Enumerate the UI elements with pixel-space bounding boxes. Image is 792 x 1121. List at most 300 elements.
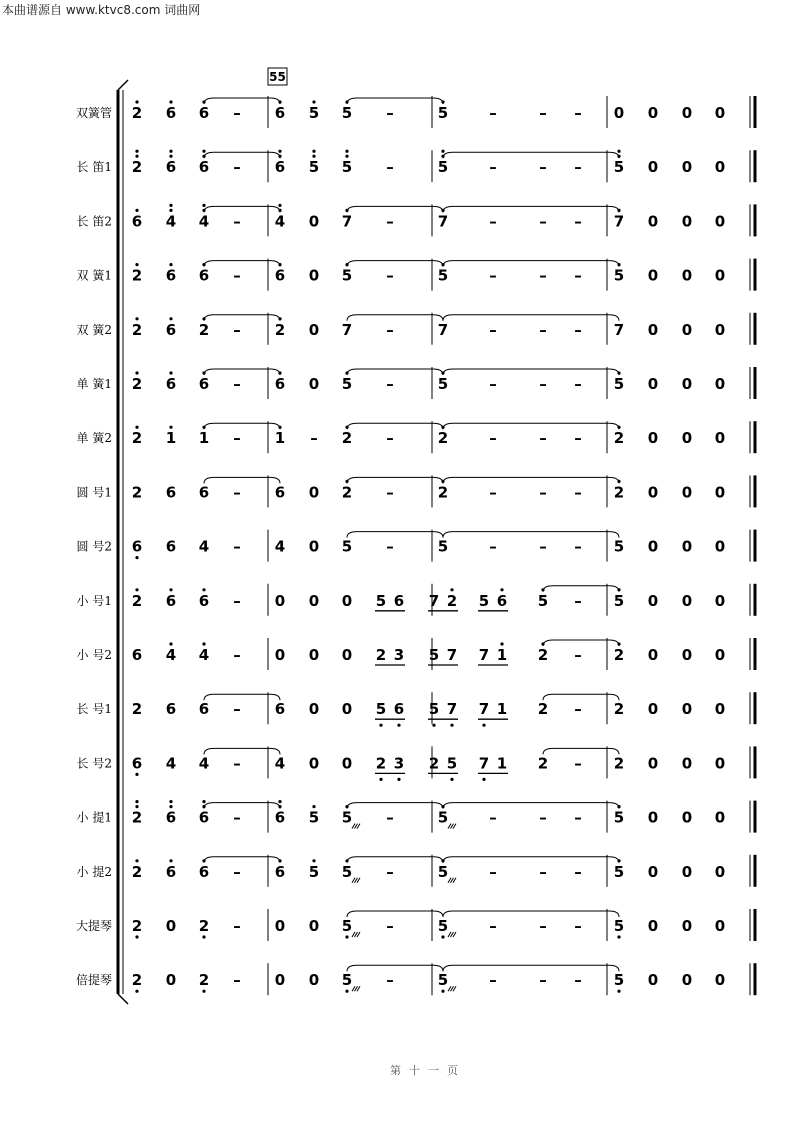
octave-dot xyxy=(135,859,138,862)
note: 5 xyxy=(308,808,320,827)
octave-dot xyxy=(500,642,503,645)
note: 7 xyxy=(437,212,449,231)
octave-dot xyxy=(312,150,315,153)
octave-dot xyxy=(202,990,205,993)
dash: – xyxy=(233,971,241,990)
note: 7 xyxy=(613,212,625,231)
note: 0 xyxy=(341,591,353,610)
note: 1 xyxy=(496,754,508,773)
note: 2 xyxy=(437,483,449,502)
note: 6 xyxy=(198,862,210,881)
instrument-label: 双 簧1 xyxy=(76,268,112,283)
octave-dot xyxy=(617,150,620,153)
dash: – xyxy=(574,862,582,881)
octave-dot xyxy=(397,778,400,781)
note: 0 xyxy=(274,971,286,990)
tie-slur xyxy=(204,206,280,212)
note: 5 xyxy=(375,700,387,719)
note: 5 xyxy=(613,591,625,610)
instrument-label: 小 提2 xyxy=(76,864,112,879)
dash: – xyxy=(574,483,582,502)
octave-dot xyxy=(135,371,138,374)
dash: – xyxy=(489,537,497,556)
octave-dot xyxy=(135,935,138,938)
dash: – xyxy=(574,646,582,664)
note: 6 xyxy=(274,483,286,502)
note: 0 xyxy=(681,266,693,285)
note: 0 xyxy=(714,808,726,827)
note: 5 xyxy=(341,917,353,935)
note: 0 xyxy=(308,212,320,231)
octave-dot xyxy=(135,800,138,803)
dash: – xyxy=(539,158,547,177)
octave-dot xyxy=(169,800,172,803)
dash: – xyxy=(539,266,547,285)
dash: – xyxy=(539,917,547,935)
tie-slur xyxy=(204,694,280,700)
tie-slur xyxy=(347,532,443,538)
note: 5 xyxy=(437,808,449,827)
note: 5 xyxy=(375,591,387,610)
dash: – xyxy=(386,429,394,448)
octave-dot xyxy=(278,150,281,153)
tie-slur xyxy=(443,965,619,971)
dash: – xyxy=(539,429,547,448)
dash: – xyxy=(233,591,241,610)
octave-dot xyxy=(345,935,348,938)
note: 1 xyxy=(198,429,210,448)
note: 6 xyxy=(274,104,286,122)
tie-slur xyxy=(347,477,443,483)
note: 0 xyxy=(613,104,625,122)
note: 0 xyxy=(647,104,659,122)
note: 0 xyxy=(274,591,286,610)
note: 6 xyxy=(393,700,405,719)
note: 0 xyxy=(647,158,659,177)
note: 0 xyxy=(681,320,693,339)
note: 0 xyxy=(308,591,320,610)
staff-row xyxy=(76,96,755,128)
note: 6 xyxy=(165,591,177,610)
note: 6 xyxy=(165,266,177,285)
tie-slur xyxy=(204,261,280,267)
note: 5 xyxy=(437,537,449,556)
note: 5 xyxy=(446,754,458,773)
note: 5 xyxy=(341,971,353,990)
note: 5 xyxy=(613,808,625,827)
tie-slur xyxy=(204,803,280,809)
note: 2 xyxy=(375,646,387,664)
octave-dot xyxy=(169,805,172,808)
dash: – xyxy=(386,971,394,990)
dash: – xyxy=(574,754,582,773)
instrument-label: 小 号1 xyxy=(76,593,112,608)
octave-dot xyxy=(312,805,315,808)
dash: – xyxy=(233,429,241,448)
note: 6 xyxy=(274,375,286,393)
note: 5 xyxy=(308,158,320,177)
dash: – xyxy=(233,700,241,719)
note: 5 xyxy=(613,266,625,285)
tie-slur xyxy=(443,261,619,267)
dash: – xyxy=(489,971,497,990)
note: 0 xyxy=(647,808,659,827)
octave-dot xyxy=(169,371,172,374)
note: 6 xyxy=(198,158,210,177)
note: 6 xyxy=(274,700,286,719)
note: 7 xyxy=(446,700,458,719)
dash: – xyxy=(539,320,547,339)
note: 4 xyxy=(198,537,210,556)
instrument-label: 倍提琴 xyxy=(75,973,112,988)
note: 0 xyxy=(681,808,693,827)
note: 6 xyxy=(198,591,210,610)
instrument-label: 长 笛1 xyxy=(76,160,112,175)
note: 5 xyxy=(341,537,353,556)
note: 2 xyxy=(537,700,549,719)
note: 0 xyxy=(714,591,726,610)
note: 0 xyxy=(308,754,320,773)
dash: – xyxy=(386,104,394,122)
octave-dot xyxy=(397,724,400,727)
dash: – xyxy=(539,808,547,827)
octave-dot xyxy=(482,724,485,727)
note: 2 xyxy=(274,320,286,339)
octave-dot xyxy=(450,778,453,781)
octave-dot xyxy=(169,155,172,158)
note: 1 xyxy=(496,646,508,664)
note: 6 xyxy=(274,808,286,827)
note: 7 xyxy=(341,212,353,231)
note: 5 xyxy=(437,917,449,935)
staff-row xyxy=(77,638,755,670)
dash: – xyxy=(386,537,394,556)
dash: – xyxy=(489,104,497,122)
dash: – xyxy=(489,917,497,935)
octave-dot xyxy=(135,317,138,320)
note: 0 xyxy=(681,591,693,610)
note: 4 xyxy=(165,754,177,773)
note: 0 xyxy=(681,158,693,177)
note: 0 xyxy=(681,212,693,231)
tie-slur xyxy=(347,315,443,321)
note: 0 xyxy=(681,917,693,935)
staff-row xyxy=(77,530,755,562)
note: 0 xyxy=(308,320,320,339)
octave-dot xyxy=(135,100,138,103)
tie-slur xyxy=(204,477,280,483)
note: 2 xyxy=(131,429,143,448)
note: 6 xyxy=(131,212,143,231)
note: 6 xyxy=(165,862,177,881)
note: 6 xyxy=(165,375,177,393)
octave-dot xyxy=(135,263,138,266)
note: 0 xyxy=(681,104,693,122)
note: 2 xyxy=(131,104,143,122)
note: 0 xyxy=(647,320,659,339)
instrument-label: 圆 号2 xyxy=(76,539,112,554)
dash: – xyxy=(574,917,582,935)
note: 6 xyxy=(198,700,210,719)
octave-dot xyxy=(441,935,444,938)
note: 6 xyxy=(165,700,177,719)
note: 6 xyxy=(274,862,286,881)
octave-dot xyxy=(135,805,138,808)
note: 4 xyxy=(198,212,210,231)
note: 4 xyxy=(198,754,210,773)
note: 6 xyxy=(198,104,210,122)
note: 5 xyxy=(437,104,449,122)
tie-slur xyxy=(443,803,619,809)
note: 4 xyxy=(274,754,286,773)
note: 0 xyxy=(714,917,726,935)
note: 2 xyxy=(131,483,143,502)
instrument-label: 长 笛2 xyxy=(76,214,112,229)
note: 0 xyxy=(714,212,726,231)
staff-row xyxy=(77,584,755,616)
dash: – xyxy=(233,266,241,285)
note: 0 xyxy=(647,537,659,556)
note: 2 xyxy=(131,158,143,177)
dash: – xyxy=(386,862,394,881)
note: 2 xyxy=(341,483,353,502)
octave-dot xyxy=(202,588,205,591)
note: 5 xyxy=(613,375,625,393)
octave-dot xyxy=(312,155,315,158)
note: 0 xyxy=(714,375,726,393)
staff-row xyxy=(77,800,755,833)
note: 2 xyxy=(131,266,143,285)
note: 0 xyxy=(341,646,353,664)
staff-row xyxy=(77,475,755,507)
note: 0 xyxy=(341,754,353,773)
note: 2 xyxy=(375,754,387,773)
octave-dot xyxy=(450,724,453,727)
note: 0 xyxy=(681,375,693,393)
dash: – xyxy=(574,537,582,556)
staff-row xyxy=(77,150,755,183)
note: 4 xyxy=(198,646,210,664)
note: 6 xyxy=(131,646,143,664)
note: 2 xyxy=(131,862,143,881)
note: 0 xyxy=(714,971,726,990)
dash: – xyxy=(574,808,582,827)
instrument-label: 长 号1 xyxy=(76,702,112,717)
note: 2 xyxy=(131,591,143,610)
octave-dot xyxy=(345,150,348,153)
note: 7 xyxy=(446,646,458,664)
note: 0 xyxy=(681,700,693,719)
note: 5 xyxy=(341,158,353,177)
dash: – xyxy=(233,104,241,122)
octave-dot xyxy=(135,155,138,158)
dash: – xyxy=(574,375,582,393)
note: 3 xyxy=(393,646,405,664)
note: 0 xyxy=(647,375,659,393)
octave-dot xyxy=(169,209,172,212)
note: 5 xyxy=(478,591,490,610)
tie-slur xyxy=(204,152,280,158)
note: 0 xyxy=(714,104,726,122)
dash: – xyxy=(489,375,497,393)
octave-dot xyxy=(345,155,348,158)
note: 0 xyxy=(274,646,286,664)
tie-slur xyxy=(347,369,443,375)
octave-dot xyxy=(617,990,620,993)
dash: – xyxy=(386,212,394,231)
octave-dot xyxy=(135,990,138,993)
note: 0 xyxy=(308,375,320,393)
note: 5 xyxy=(308,104,320,122)
note: 6 xyxy=(393,591,405,610)
note: 0 xyxy=(274,917,286,935)
dash: – xyxy=(539,862,547,881)
dash: – xyxy=(233,808,241,827)
dash: – xyxy=(233,320,241,339)
octave-dot xyxy=(312,100,315,103)
tie-slur xyxy=(347,206,443,212)
tie-slur xyxy=(347,911,443,917)
dash: – xyxy=(574,591,582,610)
note: 2 xyxy=(131,320,143,339)
tie-slur xyxy=(347,965,443,971)
note: 7 xyxy=(437,320,449,339)
note: 6 xyxy=(198,483,210,502)
instrument-label: 小 号2 xyxy=(76,648,112,662)
note: 6 xyxy=(165,104,177,122)
instrument-label: 双 簧2 xyxy=(76,322,112,337)
note: 5 xyxy=(428,646,440,664)
octave-dot xyxy=(169,317,172,320)
staff-row xyxy=(77,259,755,291)
note: 0 xyxy=(308,700,320,719)
dash: – xyxy=(539,212,547,231)
note: 2 xyxy=(198,971,210,990)
tie-slur xyxy=(443,532,619,538)
note: 0 xyxy=(714,537,726,556)
note: 0 xyxy=(714,646,726,664)
note: 6 xyxy=(274,266,286,285)
note: 6 xyxy=(131,537,143,556)
note: 2 xyxy=(131,971,143,990)
note: 2 xyxy=(198,320,210,339)
tie-slur xyxy=(443,477,619,483)
octave-dot xyxy=(379,778,382,781)
dash: – xyxy=(233,158,241,177)
instrument-label: 小 提1 xyxy=(76,810,112,825)
octave-dot xyxy=(202,204,205,207)
instrument-label: 长 号2 xyxy=(76,756,112,771)
note: 6 xyxy=(165,158,177,177)
dash: – xyxy=(386,320,394,339)
dash: – xyxy=(574,212,582,231)
staff-row xyxy=(77,313,755,345)
octave-dot xyxy=(135,426,138,429)
note: 5 xyxy=(537,591,549,610)
octave-dot xyxy=(169,426,172,429)
note: 0 xyxy=(681,646,693,664)
dash: – xyxy=(233,375,241,393)
dash: – xyxy=(489,266,497,285)
tie-slur xyxy=(204,748,280,754)
instrument-label: 单 簧2 xyxy=(76,431,112,446)
note: 5 xyxy=(613,917,625,935)
octave-dot xyxy=(169,150,172,153)
dash: – xyxy=(539,537,547,556)
staff-row xyxy=(77,367,755,399)
note: 5 xyxy=(428,700,440,719)
octave-dot xyxy=(312,859,315,862)
note: 0 xyxy=(165,917,177,935)
note: 6 xyxy=(198,375,210,393)
note: 2 xyxy=(428,754,440,773)
staff-row xyxy=(77,692,755,727)
note: 5 xyxy=(308,862,320,881)
note: 5 xyxy=(341,375,353,393)
note: 2 xyxy=(537,646,549,664)
dash: – xyxy=(574,104,582,122)
note: 0 xyxy=(714,320,726,339)
note: 0 xyxy=(681,429,693,448)
rehearsal-mark-number: 55 xyxy=(269,70,286,84)
instrument-label: 大提琴 xyxy=(75,919,112,933)
dash: – xyxy=(574,158,582,177)
tie-slur xyxy=(347,98,443,104)
tie-slur xyxy=(347,423,443,429)
tie-slur xyxy=(443,206,619,212)
octave-dot xyxy=(135,209,138,212)
dash: – xyxy=(386,375,394,393)
tie-slur xyxy=(347,857,443,863)
octave-dot xyxy=(135,588,138,591)
octave-dot xyxy=(202,150,205,153)
note: 0 xyxy=(165,971,177,990)
note: 2 xyxy=(437,429,449,448)
note: 0 xyxy=(714,483,726,502)
note: 2 xyxy=(446,591,458,610)
octave-dot xyxy=(432,724,435,727)
note: 2 xyxy=(537,754,549,773)
note: 1 xyxy=(496,700,508,719)
note: 2 xyxy=(613,429,625,448)
note: 5 xyxy=(613,862,625,881)
staff-row xyxy=(77,421,755,453)
note: 0 xyxy=(681,754,693,773)
dash: – xyxy=(489,158,497,177)
octave-dot xyxy=(135,773,138,776)
note: 7 xyxy=(478,646,490,664)
note: 0 xyxy=(714,158,726,177)
octave-dot xyxy=(135,556,138,559)
note: 2 xyxy=(131,375,143,393)
note: 0 xyxy=(647,754,659,773)
note: 0 xyxy=(647,591,659,610)
dash: – xyxy=(539,104,547,122)
dash: – xyxy=(574,971,582,990)
note: 4 xyxy=(165,212,177,231)
note: 7 xyxy=(613,320,625,339)
octave-dot xyxy=(202,642,205,645)
note: 2 xyxy=(613,700,625,719)
note: 2 xyxy=(613,646,625,664)
note: 6 xyxy=(165,808,177,827)
note: 2 xyxy=(131,808,143,827)
octave-dot xyxy=(500,588,503,591)
note: 0 xyxy=(647,700,659,719)
dash: – xyxy=(489,862,497,881)
note: 5 xyxy=(341,808,353,827)
octave-dot xyxy=(169,204,172,207)
